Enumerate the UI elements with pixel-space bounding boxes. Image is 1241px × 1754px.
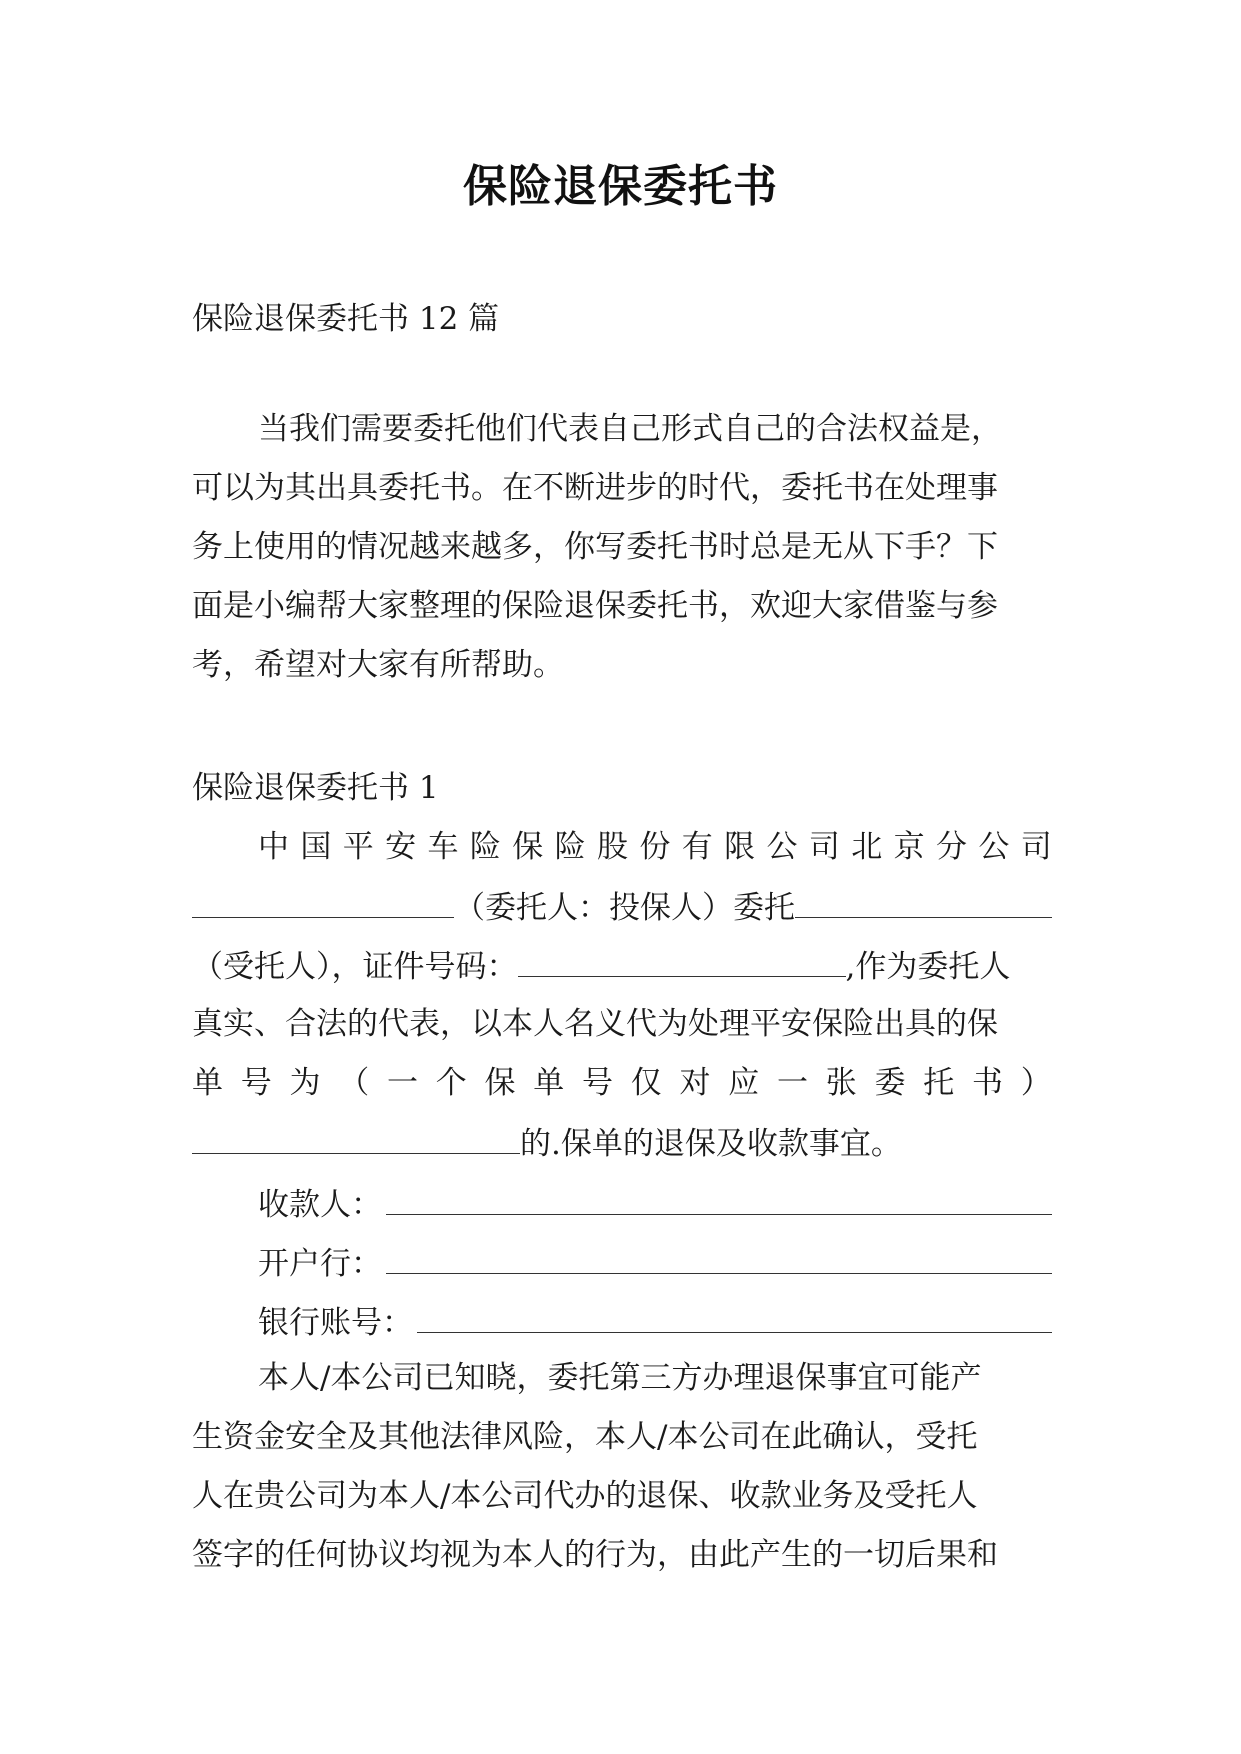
body-line: 签字的任何协议均视为本人的行为，由此产生的一切后果和 bbox=[192, 1537, 998, 1573]
payee-field bbox=[192, 1172, 1052, 1231]
delegator-line bbox=[192, 877, 1052, 936]
glyph: 安 bbox=[385, 829, 417, 865]
delegator-text: （委托人：投保人）委托 bbox=[454, 890, 795, 926]
glyph: 公 bbox=[978, 829, 1010, 865]
glyph: 号 bbox=[240, 1065, 272, 1101]
glyph: 单 bbox=[533, 1065, 565, 1101]
glyph: 国 bbox=[300, 829, 332, 865]
glyph: 对 bbox=[679, 1065, 711, 1101]
policy-number-blank bbox=[192, 1113, 520, 1154]
intro-line: 可以为其出具委托书。在不断进步的时代，委托书在处理事 bbox=[192, 470, 998, 506]
id-number-blank bbox=[518, 936, 846, 977]
body-line: 生资金安全及其他法律风险，本人/本公司在此确认，受托 bbox=[192, 1419, 978, 1455]
bank-field bbox=[192, 1231, 1052, 1290]
bank-blank bbox=[386, 1231, 1052, 1274]
section-heading: 保险退保委托书 1 bbox=[192, 770, 439, 806]
glyph: 个 bbox=[435, 1065, 467, 1101]
delegator-blank bbox=[192, 877, 454, 918]
payee-label: 收款人： bbox=[258, 1187, 382, 1223]
glyph: 一 bbox=[777, 1065, 808, 1101]
glyph: 托 bbox=[923, 1065, 955, 1101]
policy-number-line bbox=[192, 1054, 1052, 1113]
section-1 bbox=[192, 759, 1052, 1585]
intro-paragraph bbox=[192, 400, 1052, 695]
glyph: 书 bbox=[972, 1065, 1003, 1101]
glyph: 保 bbox=[512, 829, 544, 865]
account-blank bbox=[417, 1290, 1052, 1333]
glyph: 限 bbox=[724, 829, 756, 865]
glyph: （ bbox=[338, 1065, 370, 1101]
policy-suffix: 的.保单的退保及收款事宜。 bbox=[520, 1126, 902, 1162]
policy-blank-line bbox=[192, 1113, 1052, 1172]
trustee-name-blank bbox=[795, 877, 1052, 918]
glyph: 司 bbox=[808, 829, 840, 865]
account-field bbox=[192, 1290, 1052, 1349]
glyph: 为 bbox=[289, 1065, 321, 1101]
trustee-line bbox=[192, 936, 1052, 995]
glyph: 车 bbox=[427, 829, 459, 865]
intro-line: 务上使用的情况越来越多，你写委托书时总是无从下手？下 bbox=[192, 529, 998, 565]
intro-line: 面是小编帮大家整理的保险退保委托书，欢迎大家借鉴与参 bbox=[192, 588, 998, 624]
glyph: 司 bbox=[1020, 829, 1052, 865]
body-line: 真实、合法的代表，以本人名义代为处理平安保险出具的保 bbox=[192, 1006, 998, 1042]
glyph: 号 bbox=[582, 1065, 613, 1101]
account-label: 银行账号： bbox=[258, 1305, 413, 1341]
intro-line: 当我们需要委托他们代表自己形式自己的合法权益是， bbox=[258, 411, 1002, 447]
document-title: 保险退保委托书 bbox=[463, 161, 778, 212]
glyph: 一 bbox=[387, 1065, 418, 1101]
body-line: 本人/本公司已知晓，委托第三方办理退保事宜可能产 bbox=[258, 1360, 982, 1396]
glyph: 京 bbox=[893, 829, 925, 865]
glyph: 分 bbox=[936, 829, 967, 865]
payee-blank bbox=[386, 1172, 1052, 1215]
company-line bbox=[192, 818, 1052, 877]
glyph: 平 bbox=[342, 829, 374, 865]
glyph: 有 bbox=[681, 829, 713, 865]
glyph: 中 bbox=[258, 829, 289, 865]
trustee-suffix: ,作为委托人 bbox=[845, 949, 1011, 985]
glyph: 北 bbox=[851, 829, 883, 865]
trustee-prefix: （受托人），证件号码： bbox=[192, 949, 518, 985]
glyph: 股 bbox=[597, 829, 628, 865]
document-subtitle: 保险退保委托书 12 篇 bbox=[192, 301, 500, 337]
glyph: ） bbox=[1020, 1065, 1052, 1101]
glyph: 份 bbox=[639, 829, 671, 865]
glyph: 委 bbox=[874, 1065, 906, 1101]
bank-label: 开户行： bbox=[258, 1246, 382, 1282]
glyph: 应 bbox=[728, 1065, 760, 1101]
glyph: 险 bbox=[554, 829, 586, 865]
intro-line: 考，希望对大家有所帮助。 bbox=[192, 647, 564, 683]
glyph: 保 bbox=[484, 1065, 516, 1101]
glyph: 仅 bbox=[630, 1065, 662, 1101]
glyph: 张 bbox=[825, 1065, 857, 1101]
body-line: 人在贵公司为本人/本公司代办的退保、收款业务及受托人 bbox=[192, 1478, 978, 1514]
glyph: 公 bbox=[766, 829, 798, 865]
glyph: 单 bbox=[192, 1065, 223, 1101]
glyph: 险 bbox=[469, 829, 501, 865]
